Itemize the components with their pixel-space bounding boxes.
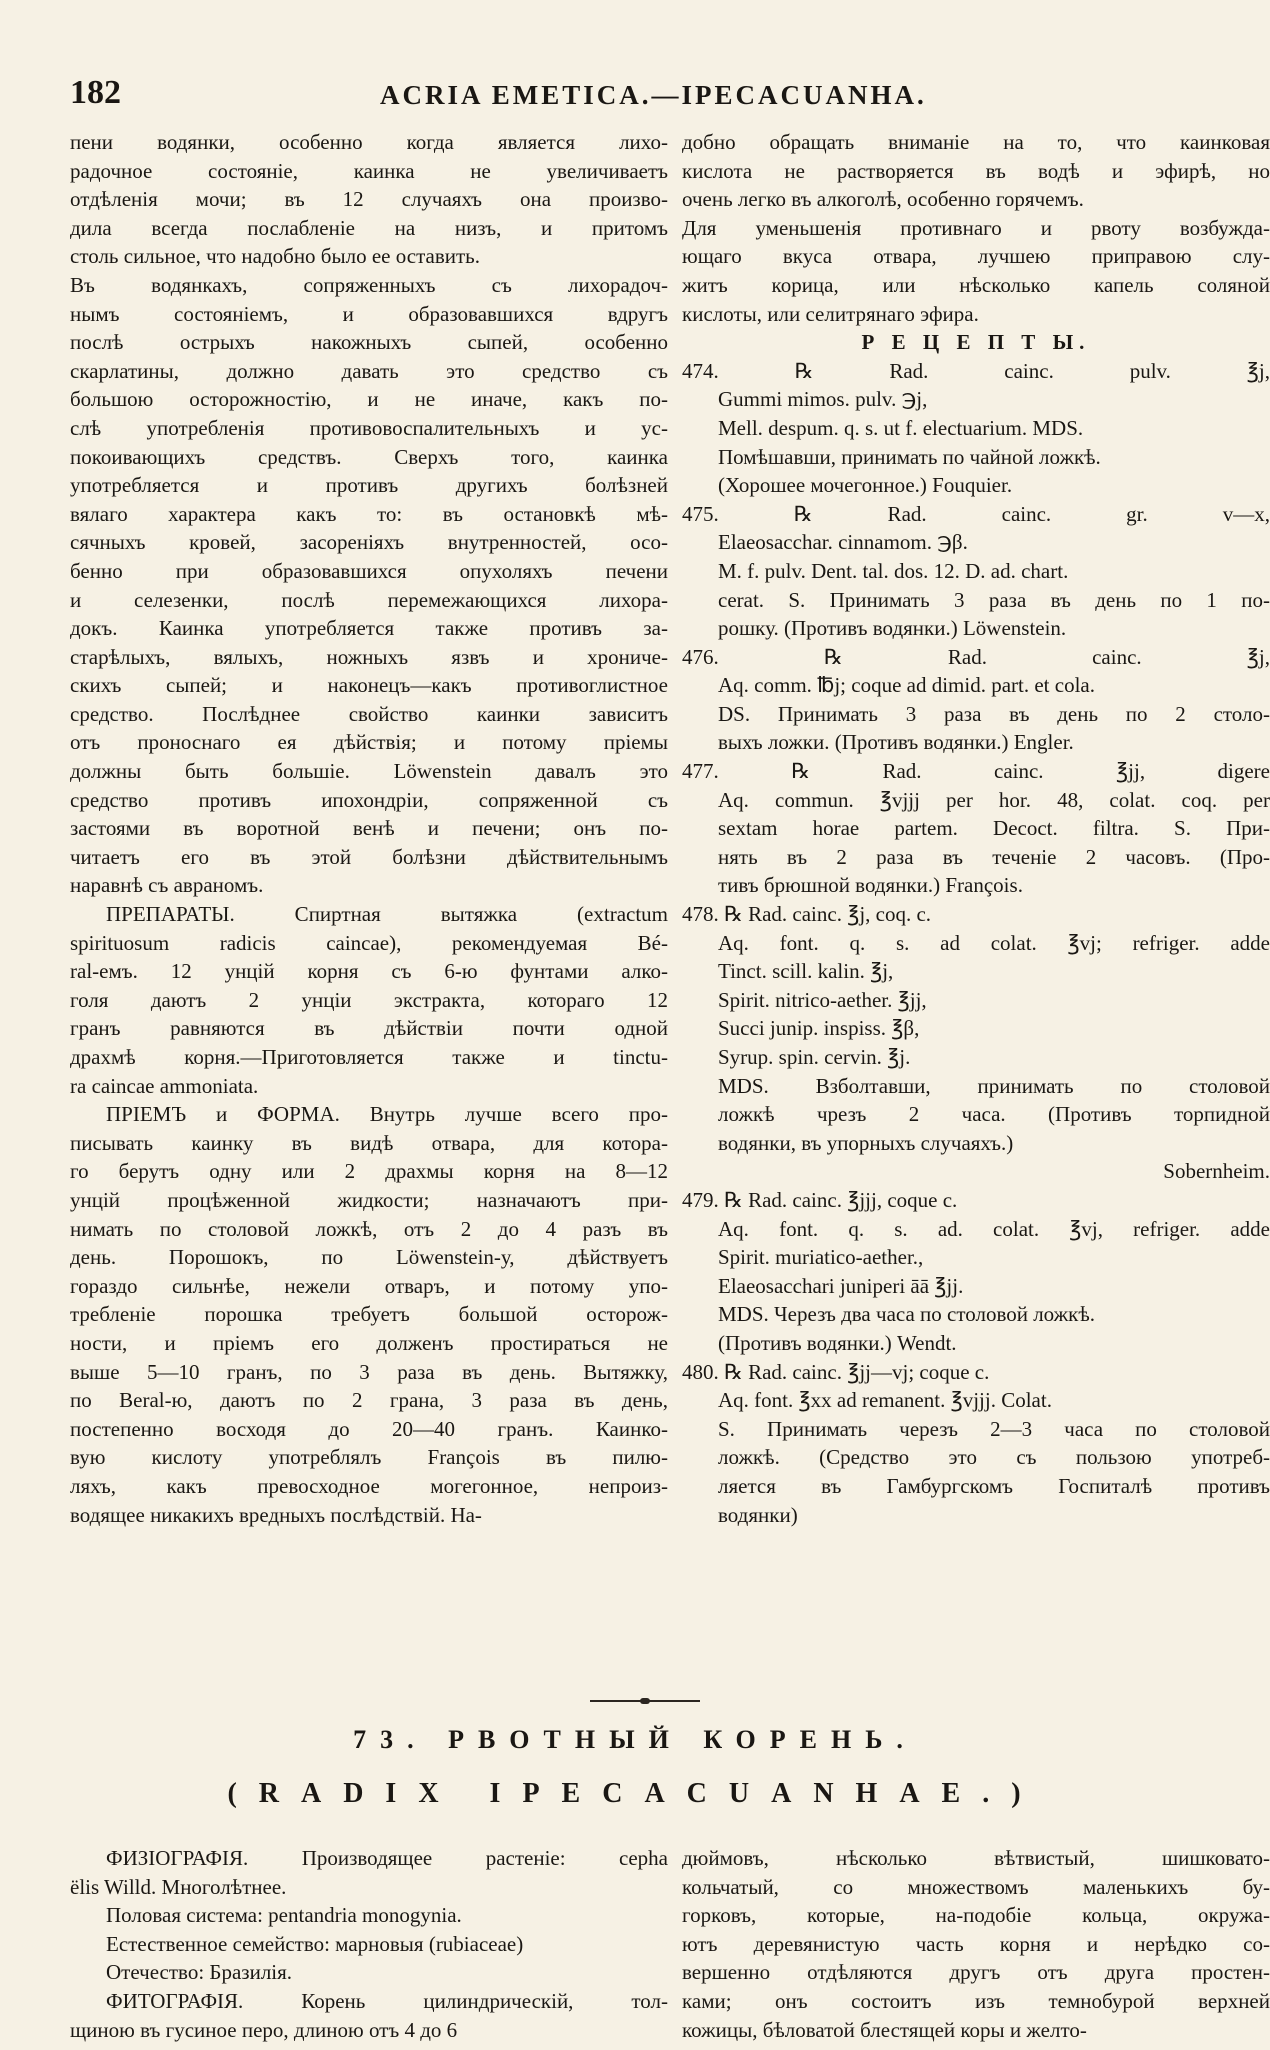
text-line: выше 5—10 гранъ, по 3 раза въ день. Вытяжку, <box>70 1359 668 1384</box>
text-line: бенно при образовавшихся опухоляхъ печени <box>70 558 668 583</box>
text-line: дила всегда послабленіе на низъ, и притомъ <box>70 215 668 240</box>
text-line: MDS. Взболтавши, принимать по столовой <box>718 1073 1270 1098</box>
text-line: тивъ брюшной водянки.) François. <box>718 873 1023 898</box>
text-line: ютъ деревянистую часть корня и нерѣдко со- <box>682 1931 1270 1956</box>
section-latin-title: (RADIX IPECACUANHAE.) <box>227 1778 1043 1809</box>
text-line: сячныхъ кровей, засореніяхъ внутренностей, осо- <box>70 530 668 555</box>
text-line: добно обращать вниманіе на то, что каинковая <box>682 130 1270 154</box>
text-line: ФИЗІОГРАФІЯ. Производящее растеніе: cepha <box>106 1846 668 1870</box>
left-column-bottom <box>70 1844 668 2044</box>
text-line: Sobernheim. <box>1163 1159 1270 1184</box>
text-line: рошку. (Противъ водянки.) Löwenstein. <box>718 616 1067 641</box>
text-line: водянки, въ упорныхъ случаяхъ.) <box>718 1130 1014 1155</box>
text-line: скарлатины, должно давать это средство съ <box>70 358 668 383</box>
running-title: ACRIA EMETICA.—IPECACUANHA. <box>380 80 927 110</box>
text-line: Succi junip. inspiss. ℥β, <box>718 1016 920 1041</box>
text-line: S. Принимать черезъ 2—3 часа по столовой <box>718 1416 1270 1441</box>
page-number: 182 <box>70 74 121 111</box>
text-line: большою осторожностію, и не иначе, какъ по- <box>70 387 668 412</box>
text-line: ками; онъ состоитъ изъ темнобурой верхней <box>682 1988 1270 2013</box>
right-column-top <box>682 128 1270 1529</box>
text-line: отъ проноснаго ея дѣйствія; и потому пріемы <box>70 730 668 755</box>
text-line: горковъ, которые, на-подобіе кольца, окружа- <box>682 1903 1270 1928</box>
text-line: Въ водянкахъ, сопряженныхъ съ лихорадоч- <box>70 272 668 297</box>
text-line: ra caincae ammoniata. <box>70 1073 259 1098</box>
text-line: вую кислоту употреблялъ François въ пилю- <box>70 1445 668 1470</box>
text-line: столь сильное, что надобно было ее оставить. <box>70 244 480 269</box>
text-line: Aq. comm. ℔j; coque ad dimid. part. et cola. <box>718 673 1095 698</box>
text-line: унцій процѣженной жидкости; назначаютъ при- <box>70 1187 668 1212</box>
text-line: 475. ℞ Rad. cainc. gr. v—x, <box>682 501 1270 526</box>
text-line: кожицы, бѣловатой блестящей коры и желто- <box>682 2017 1087 2042</box>
text-line: DS. Принимать 3 раза въ день по 2 столо- <box>718 701 1270 726</box>
text-line: ности, и пріемъ его долженъ простираться не <box>70 1330 668 1355</box>
text-line: Половая система: pentandria monogynia. <box>106 1903 462 1928</box>
text-line: читаетъ его въ этой болѣзни дѣйствительнымъ <box>70 844 668 869</box>
text-line: Spirit. muriatico-aether., <box>718 1245 924 1270</box>
page-header <box>70 74 1265 114</box>
text-line: щиною въ гусиное перо, длиною отъ 4 до 6 <box>70 2017 458 2042</box>
text-line: Elaeosacchari juniperi āā ℥jj. <box>718 1273 964 1298</box>
text-line: по Beral-ю, даютъ по 2 грана, 3 раза въ день, <box>70 1388 668 1413</box>
text-line: ложкѣ чрезъ 2 часа. (Противъ торпидной <box>718 1102 1270 1127</box>
text-line: Отечество: Бразилія. <box>106 1960 293 1985</box>
text-line: 480. ℞ Rad. cainc. ℥jj—vj; coque c. <box>682 1359 990 1384</box>
text-line: драхмѣ корня.—Приготовляется также и tinctu- <box>70 1045 668 1069</box>
text-line: водянки) <box>718 1502 798 1527</box>
text-line: Elaeosacchar. cinnamom. ℈β. <box>718 530 968 555</box>
text-line: и селезенки, послѣ перемежающихся лихора- <box>70 587 668 612</box>
text-line: ral-емъ. 12 унцій корня съ 6-ю фунтами алко- <box>70 959 668 984</box>
text-line: Естественное семейство: марновыя (rubiaceae) <box>106 1931 524 1956</box>
text-line: должны быть большіе. Löwenstein давалъ это <box>70 759 668 784</box>
section-divider <box>590 1698 700 1704</box>
text-line: ФИТОГРАФІЯ. Корень цилиндрическій, тол- <box>106 1988 668 2013</box>
text-line: гранъ равняются въ дѣйствіи почти одной <box>70 1016 668 1041</box>
text-line: 476. ℞ Rad. cainc. ℥j, <box>682 644 1270 669</box>
text-line: Tinct. scill. kalin. ℥j, <box>718 959 894 984</box>
text-line: гораздо сильнѣе, нежели отваръ, и потому упо- <box>70 1273 668 1298</box>
text-line: вершенно отдѣляются другъ отъ друга простен- <box>682 1960 1270 1985</box>
text-line: очень легко въ алкоголѣ, особенно горячемъ. <box>682 187 1084 212</box>
text-line: Для уменьшенія противнаго и рвоту возбужда- <box>682 215 1270 240</box>
text-line: Aq. font. ℥xx ad remanent. ℥vjjj. Colat. <box>718 1388 1052 1413</box>
text-line: sextam horae partem. Decoct. filtra. S. При- <box>718 816 1270 841</box>
text-line: ложкѣ. (Средство это съ пользою употреб- <box>718 1445 1270 1470</box>
text-line: отдѣленія мочи; въ 12 случаяхъ она произво- <box>70 187 668 212</box>
text-line: ющаго вкуса отвара, лучшею приправою слу- <box>682 244 1270 269</box>
text-line: нимать по столовой ложкѣ, отъ 2 до 4 разъ въ <box>70 1216 668 1241</box>
text-line: Mell. despum. q. s. ut f. electuarium. MDS. <box>718 415 1084 440</box>
text-line: радочное состояніе, каинка не увеличиваетъ <box>70 158 668 183</box>
text-line: 477. ℞ Rad. cainc. ℥jj, digere <box>682 759 1270 784</box>
section-title: 73. РВОТНЫЙ КОРЕНЬ. <box>353 1725 917 1754</box>
right-column-bottom <box>682 1844 1270 2044</box>
text-line: кислота не растворяется въ водѣ и эфирѣ, но <box>682 158 1270 183</box>
text-line: наравнѣ съ авраномъ. <box>70 873 264 898</box>
text-line: употребляется и противъ другихъ болѣзней <box>70 473 668 498</box>
text-line: MDS. Черезъ два часа по столовой ложкѣ. <box>718 1302 1096 1327</box>
text-line: ПРЕПАРАТЫ. Спиртная вытяжка (extractum <box>106 902 668 927</box>
text-line: Р Е Ц Е П Т Ы. <box>861 330 1091 355</box>
text-line: день. Порошокъ, по Löwenstein-у, дѣйствуетъ <box>70 1245 668 1270</box>
text-line: житъ корица, или нѣсколько капель соляной <box>682 272 1270 297</box>
text-line: средство противъ ипохондріи, сопряженной съ <box>70 787 668 812</box>
text-line: Syrup. spin. cervin. ℥j. <box>718 1045 911 1069</box>
text-line: 474. ℞ Rad. cainc. pulv. ℥j, <box>682 358 1270 383</box>
text-line: выхъ ложки. (Противъ водянки.) Engler. <box>718 730 1074 755</box>
text-line: пени водянки, особенно когда является лихо- <box>70 130 668 154</box>
text-line: M. f. pulv. Dent. tal. dos. 12. D. ad. chart. <box>718 558 1069 583</box>
text-line: слѣ употребленія противовоспалительныхъ и ус- <box>70 415 668 440</box>
text-line: застоями въ воротной венѣ и печени; онъ по- <box>70 816 668 841</box>
text-line: средство. Послѣднее свойство каинки зависитъ <box>70 701 668 726</box>
text-line: ëlis Willd. Многолѣтнее. <box>70 1874 287 1899</box>
text-line: Gummi mimos. pulv. ℈j, <box>718 387 928 412</box>
text-line: голя даютъ 2 унціи экстракта, котораго 12 <box>70 987 668 1012</box>
text-line: 478. ℞ Rad. cainc. ℥j, coq. c. <box>682 902 932 927</box>
left-column-top <box>70 128 668 1529</box>
text-line: Aq. font. q. s. ad colat. ℥vj; refriger. adde <box>718 930 1270 955</box>
text-line: скихъ сыпей; и наконецъ—какъ противоглистное <box>70 673 668 698</box>
text-line: послѣ острыхъ накожныхъ сыпей, особенно <box>70 330 668 355</box>
text-line: (Хорошее мочегонное.) Fouquier. <box>718 473 1013 498</box>
text-line: вялаго характера какъ то: въ остановкѣ мѣ- <box>70 501 668 526</box>
text-line: кислоты, или селитрянаго эфира. <box>682 301 979 326</box>
text-line: покоивающихъ средствъ. Сверхъ того, каинка <box>70 444 668 469</box>
text-line: 479. ℞ Rad. cainc. ℥jjj, coque c. <box>682 1187 958 1212</box>
text-line: spirituosum radicis caincae), рекомендуемая Bé- <box>70 930 668 955</box>
text-line: нять въ 2 раза въ теченіе 2 часовъ. (Про- <box>718 844 1270 869</box>
text-line: cerat. S. Принимать 3 раза въ день по 1 по- <box>718 587 1270 612</box>
text-line: водящее никакихъ вредныхъ послѣдствій. На- <box>70 1502 482 1527</box>
text-line: ляется въ Гамбургскомъ Госпиталѣ противъ <box>718 1473 1270 1498</box>
text-line: нымъ состояніемъ, и образовавшихся вдругъ <box>70 301 668 326</box>
text-line: Aq. font. q. s. ad. colat. ℥vj, refriger. adde <box>718 1216 1270 1241</box>
text-line: докъ. Каинка употребляется также противъ за- <box>70 616 668 641</box>
text-line: Помѣшавши, принимать по чайной ложкѣ. <box>718 444 1101 469</box>
text-line: (Противъ водянки.) Wendt. <box>718 1330 957 1355</box>
text-line: писывать каинку въ видѣ отвара, для котора- <box>70 1130 668 1155</box>
text-line: Aq. commun. ℥vjjj per hor. 48, colat. coq. per <box>718 787 1270 812</box>
text-line: требленіе порошка требуетъ большой осторож- <box>70 1302 668 1327</box>
text-line: постепенно восходя до 20—40 гранъ. Каинко- <box>70 1416 668 1441</box>
text-line: ляхъ, какъ превосходное могегонное, непроиз- <box>70 1473 668 1498</box>
text-line: Spirit. nitrico-aether. ℥jj, <box>718 987 927 1012</box>
text-line: ПРІЕМЪ и ФОРМА. Внутрь лучше всего про- <box>106 1102 668 1127</box>
text-line: го берутъ одну или 2 драхмы корня на 8—12 <box>70 1159 668 1184</box>
text-line: старѣлыхъ, вялыхъ, ножныхъ язвъ и хрониче- <box>70 644 668 669</box>
text-line: дюймовъ, нѣсколько вѣтвистый, шишковато- <box>682 1846 1270 1870</box>
text-line: кольчатый, со множествомъ маленькихъ бу- <box>682 1874 1270 1899</box>
